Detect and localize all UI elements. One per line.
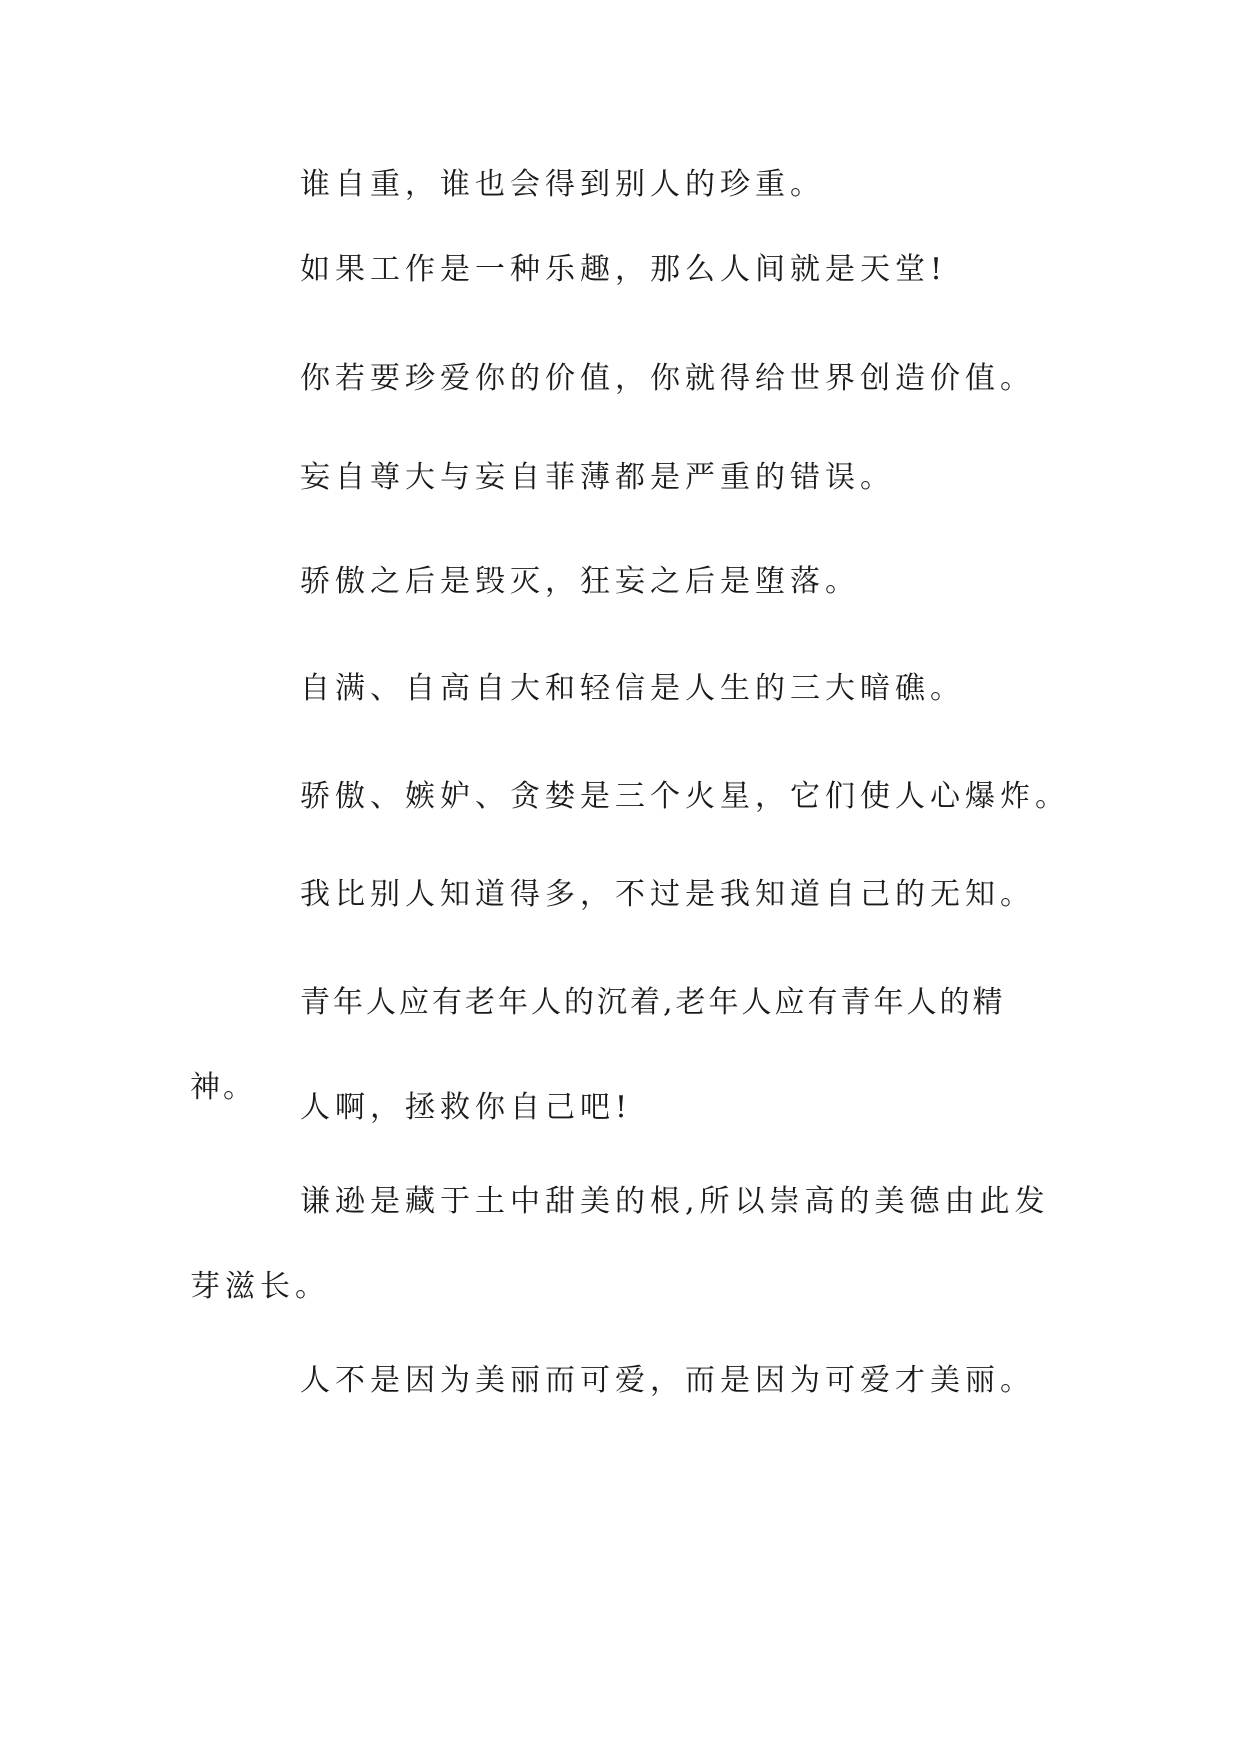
quote-paragraph: 骄傲之后是毁灭，狂妄之后是堕落。 (300, 564, 860, 599)
quote-paragraph: 骄傲、嫉妒、贪婪是三个火星，它们使人心爆炸。 (300, 779, 1070, 814)
quote-paragraph: 妄自尊大与妄自菲薄都是严重的错误。 (300, 460, 895, 495)
quote-paragraph: 谦逊是藏于土中甜美的根,所以崇高的美德由此发芽滋长。 (190, 1184, 1050, 1304)
quote-paragraph: 青年人应有老年人的沉着,老年人应有青年人的精神。 (190, 985, 1006, 1105)
quote-paragraph: 我比别人知道得多，不过是我知道自己的无知。 (300, 877, 1035, 912)
quote-paragraph: 如果工作是一种乐趣，那么人间就是天堂! (300, 252, 948, 287)
quote-paragraph: 人不是因为美丽而可爱，而是因为可爱才美丽。 (300, 1363, 1035, 1398)
quote-paragraph: 你若要珍爱你的价值，你就得给世界创造价值。 (300, 361, 1035, 396)
quote-paragraph: 自满、自高自大和轻信是人生的三大暗礁。 (300, 671, 965, 706)
quote-paragraph: 谁自重，谁也会得到别人的珍重。 (300, 167, 825, 202)
quote-paragraph: 人啊，拯救你自己吧! (300, 1090, 633, 1125)
